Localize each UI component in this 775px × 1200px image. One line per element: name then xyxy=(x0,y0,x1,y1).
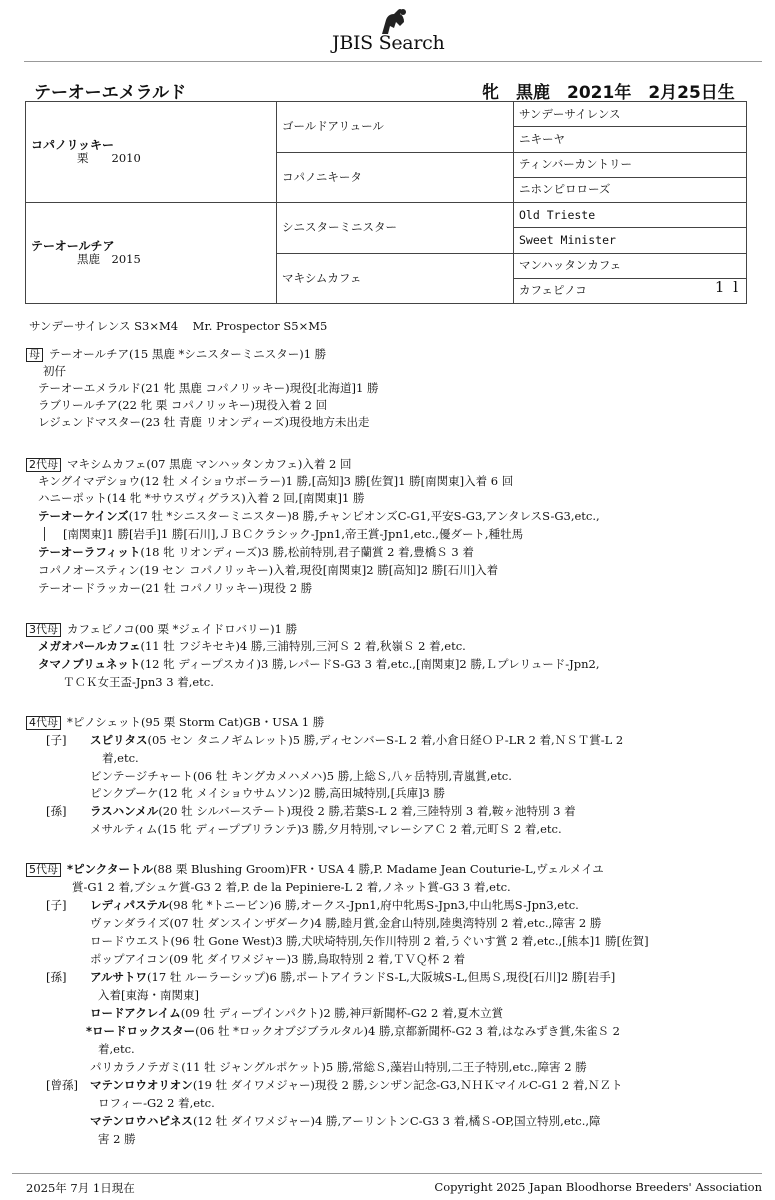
g2-foal-3-text: (17 牡 *シニスターミニスター)8 勝,チャンピオンズC-G1,平安S-G3,アンタレスS-G3,etc., xyxy=(128,509,600,523)
pedigree-sss[interactable]: サンデーサイレンス xyxy=(514,102,747,127)
header-divider xyxy=(24,61,762,62)
pedigree-ssd[interactable]: ニキーヤ xyxy=(514,127,747,152)
foal-1[interactable]: テーオーエメラルド(21 牝 黒鹿 コパノリッキー)現役[北海道]1 勝 xyxy=(38,381,379,395)
g2-line-text: マキシムカフェ(07 黒鹿 マンハッタンカフェ)入着 2 回 xyxy=(67,457,352,471)
g2-foal-3[interactable] xyxy=(38,508,600,525)
g5-gchild-3[interactable] xyxy=(86,1023,620,1040)
g3-foal-2[interactable] xyxy=(38,656,599,673)
g4-gchild-1-text: (20 牡 シルバーステート)現役 2 勝,若葉S-L 2 着,三陸特別 3 着,鞍ヶ池特別 3 着 xyxy=(158,804,576,818)
pedigree-dds[interactable]: マンハッタンカフェ xyxy=(514,253,747,278)
g2-foal-4[interactable] xyxy=(38,544,474,561)
g5-ggchild-1-cont: ロフィー-G2 2 着,etc. xyxy=(98,1096,215,1110)
g5-gchild-1-text: (17 牡 ルーラーシップ)6 勝,ポートアイランドS-L,大阪城S-L,但馬Ｓ,現役[石川]2 勝[岩手] xyxy=(147,970,616,984)
g5-gchild-4[interactable]: パリカラノテガミ(11 牡 ジャングルポケット)5 勝,常総Ｓ,藻岩山特別,二王子特別,etc.,障害 2 勝 xyxy=(90,1060,587,1074)
g3-foal-1[interactable] xyxy=(38,638,466,655)
g3-line xyxy=(26,621,297,638)
foal-2[interactable]: ラブリールチア(22 牝 栗 コパノリッキー)現役入着 2 回 xyxy=(38,398,328,412)
pedigree-sd[interactable]: コパノニキータ xyxy=(277,152,514,203)
g5-ggchild-2-text: (12 牡 ダイワメジャー)4 勝,アーリントンC-G3 3 着,橘Ｓ-OP,国立特別,etc.,障 xyxy=(192,1114,601,1128)
g5-child-tag: [子] xyxy=(46,898,67,912)
g4-child-1[interactable] xyxy=(90,732,623,749)
g5-gchild-2-name: ロードアクレイム xyxy=(90,1006,181,1020)
g5-ggchild-1[interactable] xyxy=(90,1077,622,1094)
g5-gchild-tag: [孫] xyxy=(46,970,67,984)
g4-gchild-1-name: ラスハンメル xyxy=(90,804,159,818)
g5-gchild-3-text: (06 牡 *ロックオブジブラルタル)4 勝,京都新聞杯-G2 3 着,はなみずき賞,朱雀Ｓ 2 xyxy=(195,1024,620,1038)
g5-ggchild-1-name: マテンロウオリオン xyxy=(90,1078,193,1092)
g5-child-1-text: (98 牝 *トニービン)6 勝,オークス-Jpn1,府中牝馬S-Jpn3,中山牝馬S-Jpn3,etc. xyxy=(168,898,579,912)
g2-foal-4-name: テーオーラフィット xyxy=(38,545,141,559)
inbreeding-line: サンデーサイレンス S3×M4 Mr. Prospector S5×M5 xyxy=(29,319,328,333)
g4-child-1-text: (05 セン タニノギムレット)5 勝,ディセンバーS-L 2 着,小倉日経ＯＰ-LR 2 着,ＮＳＴ賞-L 2 xyxy=(147,733,624,747)
g2-foal-6[interactable]: テーオードラッカー(21 牡 コパノリッキー)現役 2 勝 xyxy=(38,581,313,595)
g5-line-text: (88 栗 Blushing Groom)FR・USA 4 勝,P. Madame Jean Couturie-L,ヴェルメイユ xyxy=(153,862,604,876)
pedigree-table xyxy=(25,101,747,304)
g5-tag: 5代母 xyxy=(26,863,61,877)
sire-detail: 栗 2010 xyxy=(77,151,141,165)
g5-gchild-2-text: (09 牡 ディープインパクト)2 勝,神戸新聞杯-G2 2 着,夏木立賞 xyxy=(180,1006,504,1020)
g4-child-2[interactable]: ビンテージチャート(06 牡 キングカメハメハ)5 勝,上総Ｓ,八ヶ岳特別,青嵐賞,etc. xyxy=(90,769,512,783)
pedigree-dd[interactable]: マキシムカフェ xyxy=(277,253,514,304)
pedigree-ds[interactable]: シニスターミニスター xyxy=(277,203,514,254)
pedigree-sire[interactable] xyxy=(26,102,277,203)
pedigree-dss[interactable]: Old Trieste xyxy=(514,203,747,228)
g4-line xyxy=(26,714,324,731)
g3-foal-2-text: (12 牝 ディープスカイ)3 勝,レパードS-G3 3 着,etc.,[南関東]2 勝,Ｌプレリュード-Jpn2, xyxy=(140,657,600,671)
horse-name: テーオーエメラルド xyxy=(34,83,187,103)
g5-gchild-1-cont: 入着[東海・南関東] xyxy=(98,988,199,1002)
g2-foal-5[interactable]: コパノオースティン(19 セン コパノリッキー)入着,現役[南関東]2 勝[高知]2 勝[石川]入着 xyxy=(38,563,499,577)
g4-child-1-name: スピリタス xyxy=(90,733,148,747)
footer-divider xyxy=(12,1173,762,1174)
g5-gchild-1[interactable] xyxy=(90,969,615,986)
g4-child-tag: [子] xyxy=(46,733,67,747)
g4-gchild-1[interactable] xyxy=(90,803,576,820)
sire-name: コパノリッキー xyxy=(31,138,115,152)
g3-foal-2-name: タマノブリュネット xyxy=(38,657,141,671)
g5-child-1[interactable] xyxy=(90,897,579,914)
g5-child-3[interactable]: ロードウエスト(96 牡 Gone West)3 勝,犬吠埼特別,矢作川特別 2 着,うぐいす賞 2 着,etc.,[熊本]1 勝[佐賀] xyxy=(90,934,649,948)
g5-line-name: *ピンクタートル xyxy=(67,862,154,876)
g2-foal-4-text: (18 牝 リオンディーズ)3 勝,松前特別,君子蘭賞 2 着,豊橋Ｓ 3 着 xyxy=(140,545,474,559)
family-number: 1 l xyxy=(714,277,740,296)
g4-gchild-tag: [孫] xyxy=(46,804,67,818)
g4-line-text: *ピノシェット(95 栗 Storm Cat)GB・USA 1 勝 xyxy=(67,715,325,729)
g5-gchild-2[interactable] xyxy=(90,1005,503,1022)
g2-foal-3-name: テーオーケインズ xyxy=(38,509,129,523)
g3-foal-2-cont: ＴＣＫ女王盃-Jpn3 3 着,etc. xyxy=(63,675,214,689)
g5-ggchild-1-text: (19 牡 ダイワメジャー)現役 2 勝,シンザン記念-G3,ＮＨＫマイルC-G1 2 着,ＮＺト xyxy=(192,1078,623,1092)
pedigree-sds[interactable]: ティンバーカントリー xyxy=(514,152,747,177)
g2-tag: 2代母 xyxy=(26,458,61,472)
g4-gchild-2[interactable]: メサルティム(15 牝 ディープブリランテ)3 勝,夕月特別,マレーシアＣ 2 着,元町Ｓ 2 着,etc. xyxy=(90,822,562,836)
g2-line xyxy=(26,456,352,473)
g3-foal-1-text: (11 牡 フジキセキ)4 勝,三浦特別,三河Ｓ 2 着,秋嶺Ｓ 2 着,etc. xyxy=(140,639,466,653)
g3-line-text: カフェピノコ(00 栗 *ジェイドロバリー)1 勝 xyxy=(67,622,298,636)
dam-line-text: テーオールチア(15 黒鹿 *シニスターミニスター)1 勝 xyxy=(49,347,327,361)
pedigree-ddd[interactable]: カフェピノコ xyxy=(519,283,587,298)
g5-gchild-3-cont: 着,etc. xyxy=(98,1042,135,1056)
dam-name: テーオールチア xyxy=(31,239,115,253)
g2-foal-2[interactable]: ハニーポット(14 牝 *サウスヴィグラス)入着 2 回,[南関東]1 勝 xyxy=(38,491,365,505)
g5-ggchild-2[interactable] xyxy=(90,1113,601,1130)
dam-line xyxy=(26,346,326,363)
foal-3[interactable]: レジェンドマスター(23 牡 青鹿 リオンディーズ)現役地方未出走 xyxy=(38,415,370,429)
g5-gchild-1-name: アルサトワ xyxy=(90,970,148,984)
logo-text: JBIS Search xyxy=(332,32,445,54)
g5-child-2[interactable]: ヴァンダライズ(07 牡 ダンスインザダーク)4 勝,睦月賞,金倉山特別,陸奥湾特別 2 着,etc.,障害 2 勝 xyxy=(90,916,602,930)
continuation-bar xyxy=(44,527,45,541)
g5-ggchild-tag: [曾孫] xyxy=(46,1078,78,1092)
g2-foal-1[interactable]: キングイマデショウ(12 牡 メイショウボーラー)1 勝,[高知]3 勝[佐賀]1 勝[南関東]入着 6 回 xyxy=(38,474,514,488)
g5-ggchild-2-name: マテンロウハピネス xyxy=(90,1114,193,1128)
pedigree-sdd[interactable]: ニホンピロローズ xyxy=(514,177,747,202)
g5-line xyxy=(26,861,604,878)
pedigree-dam[interactable] xyxy=(26,203,277,304)
g5-child-1-name: レディパステル xyxy=(90,898,169,912)
g3-tag: 3代母 xyxy=(26,623,61,637)
first-foal-note: 初仔 xyxy=(43,364,66,378)
jbis-search-logo[interactable] xyxy=(330,6,460,54)
g5-child-4[interactable]: ポップアイコン(09 牝 ダイワメジャー)3 勝,鳥取特別 2 着,ＴＶＱ杯 2 着 xyxy=(90,952,466,966)
g5-ggchild-2-cont: 害 2 勝 xyxy=(98,1132,136,1146)
pedigree-dsd[interactable]: Sweet Minister xyxy=(514,228,747,253)
footer-date: 2025年 7月 1日現在 xyxy=(26,1181,135,1195)
pedigree-ddd-cell xyxy=(514,278,747,303)
dam-tag: 母 xyxy=(26,348,43,362)
g5-gchild-3-name: *ロードロックスター xyxy=(86,1024,196,1038)
g2-foal-3-cont: [南関東]1 勝[岩手]1 勝[石川],ＪＢＣクラシック-Jpn1,帝王賞-Jpn1,etc.,優ダート,種牡馬 xyxy=(63,527,524,541)
footer-copyright: Copyright 2025 Japan Bloodhorse Breeders' Association xyxy=(434,1180,762,1194)
g5-line-cont: 賞-G1 2 着,ブシュケ賞-G3 2 着,P. de la Pepiniere-L 2 着,ノネット賞-G3 3 着,etc. xyxy=(72,880,511,894)
horse-info: 牝 黒鹿 2021年 2月25日生 xyxy=(482,83,735,103)
g4-tag: 4代母 xyxy=(26,716,61,730)
dam-detail: 黒鹿 2015 xyxy=(77,252,141,266)
g4-child-1-cont: 着,etc. xyxy=(102,751,139,765)
g4-child-3[interactable]: ピンクブーケ(12 牝 メイショウサムソン)2 勝,高田城特別,[兵庫]3 勝 xyxy=(90,786,446,800)
g3-foal-1-name: メガオパールカフェ xyxy=(38,639,141,653)
pedigree-ss[interactable]: ゴールドアリュール xyxy=(277,102,514,153)
